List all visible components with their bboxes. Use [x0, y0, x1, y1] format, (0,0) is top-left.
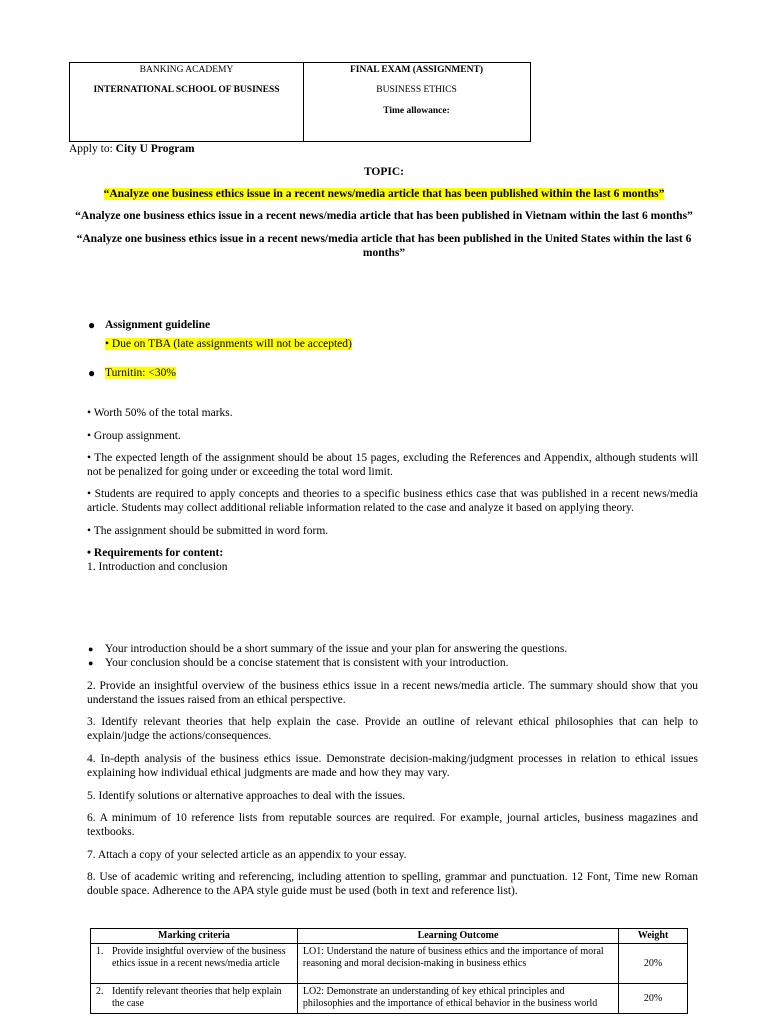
bullet-icon: ● — [88, 366, 96, 380]
table-row — [91, 984, 688, 1014]
criteria-cell — [91, 984, 298, 1014]
note-group: • Group assignment. — [87, 430, 181, 442]
criteria-text: Identify relevant theories that help explain the case — [112, 986, 282, 1009]
note-submission: • The assignment should be submitted in word form. — [87, 525, 329, 537]
note-length: • The expected length of the assignment should be about 15 pages, excluding the References and Appendix, although students will not be penalized for going under or exceeding the total word limit. — [87, 452, 698, 478]
topic-option-1: “Analyze one business ethics issue in a recent news/media article that has been published within the last 6 months” — [103, 188, 665, 200]
outcome-cell: LO2: Demonstrate an understanding of key ethical principles and philosophies and the importance of ethical behavior in the business world — [297, 984, 618, 1014]
due-date: • Due on TBA (late assignments will not be accepted) — [105, 338, 352, 350]
header-table — [69, 62, 531, 142]
exam-title: FINAL EXAM (ASSIGNMENT) — [349, 65, 483, 75]
requirement-4: 4. In-depth analysis of the business ethics issue. Demonstrate decision-making/judgment processes in relation to ethical issues explaining how individual ethical judgments are made and how they may vary. — [87, 753, 698, 779]
marking-criteria-table — [90, 928, 688, 1014]
requirement-7: 7. Attach a copy of your selected article as an appendix to your essay. — [87, 849, 407, 861]
header-learning-outcome: Learning Outcome — [297, 929, 618, 944]
apply-to — [69, 142, 195, 156]
header-left-cell — [70, 63, 304, 141]
school-name: INTERNATIONAL SCHOOL OF BUSINESS — [93, 85, 280, 95]
outcome-cell: LO1: Understand the nature of business ethics and the importance of moral reasoning and moral decision-making in business ethics — [297, 944, 618, 984]
turnitin: Turnitin: <30% — [105, 367, 176, 379]
bullet-icon: ● — [88, 658, 94, 668]
weight-cell: 20% — [619, 984, 688, 1014]
apply-to-value: City U Program — [115, 143, 195, 155]
criteria-number: 2. — [96, 986, 104, 997]
time-allowance: Time allowance: — [383, 106, 450, 116]
guideline-title: Assignment guideline — [105, 319, 211, 331]
criteria-text: Provide insightful overview of the business ethics issue in a recent news/media article — [112, 946, 286, 969]
intro-guidance: Your introduction should be a short summary of the issue and your plan for answering the questions. — [105, 643, 568, 655]
table-header-row — [91, 929, 688, 944]
conclusion-guidance: Your conclusion should be a concise statement that is consistent with your introduction. — [105, 657, 509, 669]
header-right-cell — [303, 63, 530, 141]
course-name: BUSINESS ETHICS — [376, 85, 457, 95]
topic-heading: TOPIC: — [363, 166, 405, 178]
topic-option-3: “Analyze one business ethics issue in a recent news/media article that has been published in the United States within the last 6 months” — [76, 233, 692, 259]
apply-to-label: Apply to: — [69, 143, 116, 155]
note-apply-concepts: • Students are required to apply concepts and theories to a specific business ethics case that was published in a recent news/media article. Students may collect additional reliable information related to the case and analyze it based on applying theory. — [87, 488, 698, 514]
requirement-8: 8. Use of academic writing and referencing, including attention to spelling, grammar and punctuation. 12 Font, Time new Roman double space. Adherence to the APA style guide must be used (both in text and reference list). — [87, 871, 698, 897]
criteria-cell — [91, 944, 298, 984]
requirement-6: 6. A minimum of 10 reference lists from reputable sources are required. For example, journal articles, business magazines and textbooks. — [87, 812, 698, 838]
note-worth: • Worth 50% of the total marks. — [87, 407, 233, 419]
institution-name: BANKING ACADEMY — [139, 65, 234, 75]
table-row — [91, 944, 688, 984]
requirement-1: 1. Introduction and conclusion — [87, 561, 228, 573]
requirement-5: 5. Identify solutions or alternative approaches to deal with the issues. — [87, 790, 406, 802]
topic-option-2: “Analyze one business ethics issue in a recent news/media article that has been published in Vietnam within the last 6 months” — [75, 210, 693, 222]
requirements-heading: • Requirements for content: — [87, 547, 224, 559]
bullet-icon: ● — [88, 318, 96, 332]
header-marking-criteria: Marking criteria — [91, 929, 298, 944]
requirement-2: 2. Provide an insightful overview of the business ethics issue in a recent news/media article. The summary should show that you understand the issues raised from an ethical perspective. — [87, 680, 698, 706]
bullet-icon: ● — [88, 644, 94, 654]
requirement-3: 3. Identify relevant theories that help explain the case. Provide an outline of relevant ethical philosophies that can help to explain/judge the actions/consequences. — [87, 716, 698, 742]
weight-cell: 20% — [619, 944, 688, 984]
header-weight: Weight — [619, 929, 688, 944]
criteria-number: 1. — [96, 946, 104, 957]
